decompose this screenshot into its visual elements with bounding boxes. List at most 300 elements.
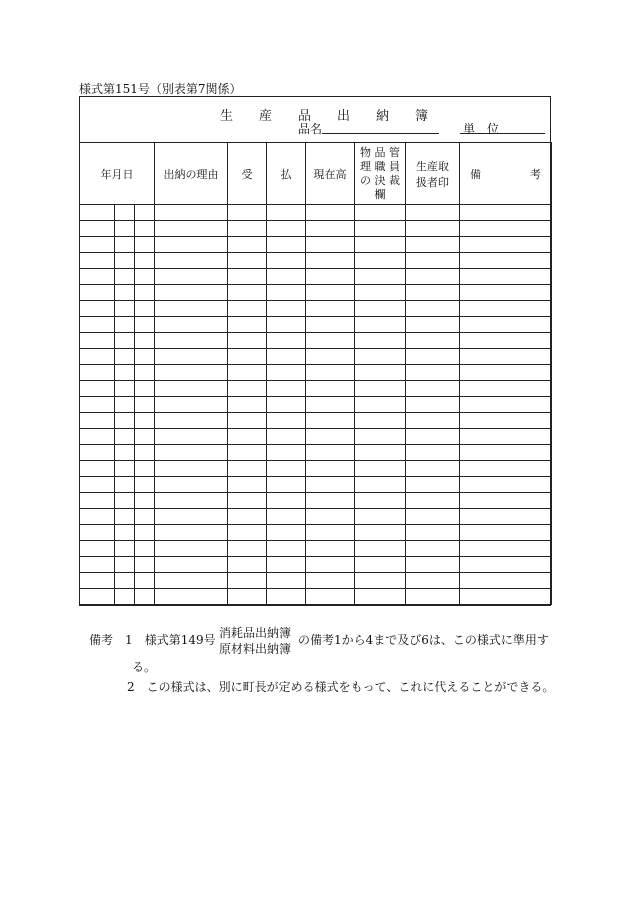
note-1-stack-line: 消耗品出納簿 bbox=[219, 626, 292, 640]
ledger-cell[interactable] bbox=[135, 573, 155, 589]
ledger-cell[interactable] bbox=[306, 445, 355, 461]
ledger-cell[interactable] bbox=[135, 493, 155, 509]
ledger-cell[interactable] bbox=[460, 397, 552, 413]
ledger-cell[interactable] bbox=[228, 461, 267, 477]
ledger-cell[interactable] bbox=[406, 221, 460, 237]
ledger-cell[interactable] bbox=[80, 541, 115, 557]
ledger-cell[interactable] bbox=[135, 381, 155, 397]
ledger-cell[interactable] bbox=[228, 381, 267, 397]
handler-header bbox=[406, 143, 460, 205]
ledger-cell[interactable] bbox=[155, 349, 228, 365]
ledger-cell[interactable] bbox=[80, 509, 115, 525]
ledger-cell[interactable] bbox=[115, 557, 135, 573]
ledger-cell[interactable] bbox=[355, 589, 406, 605]
ledger-cell[interactable] bbox=[228, 365, 267, 381]
ledger-cell[interactable] bbox=[306, 413, 355, 429]
ledger-cell[interactable] bbox=[267, 445, 306, 461]
ledger-row bbox=[80, 509, 552, 525]
ledger-cell[interactable] bbox=[267, 349, 306, 365]
ledger-cell[interactable] bbox=[355, 477, 406, 493]
ledger-cell[interactable] bbox=[80, 493, 115, 509]
ledger-cell[interactable] bbox=[267, 509, 306, 525]
ledger-row bbox=[80, 333, 552, 349]
ledger-cell[interactable] bbox=[115, 365, 135, 381]
ledger-cell[interactable] bbox=[80, 285, 115, 301]
ledger-cell[interactable] bbox=[80, 557, 115, 573]
ledger-cell[interactable] bbox=[135, 237, 155, 253]
note-1-ref: 様式第149号 bbox=[144, 633, 216, 647]
ledger-cell[interactable] bbox=[267, 493, 306, 509]
note-2-number: 2 bbox=[127, 680, 135, 694]
ledger-cell[interactable] bbox=[115, 589, 135, 605]
ledger-cell[interactable] bbox=[460, 589, 552, 605]
ledger-cell[interactable] bbox=[355, 397, 406, 413]
ledger-cell[interactable] bbox=[355, 413, 406, 429]
ledger-row bbox=[80, 301, 552, 317]
ledger-cell[interactable] bbox=[80, 205, 115, 221]
reason-header: 出納の理由 bbox=[155, 143, 228, 205]
ledger-cell[interactable] bbox=[228, 221, 267, 237]
ledger-cell[interactable] bbox=[355, 205, 406, 221]
approval-line: の 決 裁 bbox=[360, 173, 401, 187]
note-1-stack bbox=[219, 625, 291, 657]
receive-header: 受 bbox=[228, 143, 267, 205]
approval-header bbox=[355, 143, 406, 205]
table-header-row bbox=[80, 143, 552, 205]
ledger-cell[interactable] bbox=[135, 525, 155, 541]
ledger-cell[interactable] bbox=[115, 333, 135, 349]
ledger-cell[interactable] bbox=[115, 237, 135, 253]
ledger-cell[interactable] bbox=[267, 397, 306, 413]
ledger-cell[interactable] bbox=[406, 317, 460, 333]
ledger-cell[interactable] bbox=[155, 317, 228, 333]
ledger-cell[interactable] bbox=[155, 397, 228, 413]
ledger-cell[interactable] bbox=[306, 573, 355, 589]
ledger-cell[interactable] bbox=[80, 397, 115, 413]
ledger-cell[interactable] bbox=[267, 285, 306, 301]
ledger-cell[interactable] bbox=[406, 237, 460, 253]
ledger-cell[interactable] bbox=[155, 525, 228, 541]
ledger-cell[interactable] bbox=[355, 349, 406, 365]
ledger-cell[interactable] bbox=[155, 429, 228, 445]
ledger-cell[interactable] bbox=[80, 525, 115, 541]
ledger-cell[interactable] bbox=[355, 541, 406, 557]
ledger-cell[interactable] bbox=[306, 237, 355, 253]
ledger-cell[interactable] bbox=[267, 253, 306, 269]
ledger-cell[interactable] bbox=[228, 253, 267, 269]
ledger-cell[interactable] bbox=[267, 381, 306, 397]
ledger-cell[interactable] bbox=[135, 461, 155, 477]
ledger-cell[interactable] bbox=[267, 525, 306, 541]
ledger-cell[interactable] bbox=[267, 317, 306, 333]
ledger-row bbox=[80, 397, 552, 413]
ledger-cell[interactable] bbox=[135, 317, 155, 333]
item-name-field[interactable] bbox=[322, 133, 439, 134]
note-1-tail: の備考1から4まで及び6は、この様式に準用す bbox=[298, 633, 549, 647]
ledger-cell[interactable] bbox=[306, 301, 355, 317]
ledger-cell[interactable] bbox=[135, 301, 155, 317]
form-label: 様式第151号（別表第7関係） bbox=[79, 82, 242, 96]
ledger-cell[interactable] bbox=[228, 573, 267, 589]
ledger-cell[interactable] bbox=[406, 365, 460, 381]
ledger-cell[interactable] bbox=[406, 349, 460, 365]
ledger-cell[interactable] bbox=[135, 285, 155, 301]
ledger-cell[interactable] bbox=[306, 317, 355, 333]
ledger-cell[interactable] bbox=[80, 429, 115, 445]
ledger-row bbox=[80, 285, 552, 301]
ledger-cell[interactable] bbox=[306, 541, 355, 557]
ledger-cell[interactable] bbox=[135, 269, 155, 285]
ledger-cell[interactable] bbox=[406, 493, 460, 509]
ledger-cell[interactable] bbox=[135, 221, 155, 237]
ledger-cell[interactable] bbox=[406, 413, 460, 429]
ledger-cell[interactable] bbox=[267, 413, 306, 429]
ledger-cell[interactable] bbox=[460, 301, 552, 317]
ledger-cell[interactable] bbox=[228, 397, 267, 413]
ledger-cell[interactable] bbox=[267, 461, 306, 477]
ledger-row bbox=[80, 573, 552, 589]
ledger-cell[interactable] bbox=[406, 477, 460, 493]
ledger-cell[interactable] bbox=[306, 461, 355, 477]
ledger-cell[interactable] bbox=[115, 445, 135, 461]
ledger-cell[interactable] bbox=[460, 525, 552, 541]
ledger-cell[interactable] bbox=[115, 413, 135, 429]
ledger-cell[interactable] bbox=[155, 589, 228, 605]
ledger-cell[interactable] bbox=[306, 557, 355, 573]
ledger-cell[interactable] bbox=[115, 429, 135, 445]
ledger-cell[interactable] bbox=[406, 589, 460, 605]
ledger-cell[interactable] bbox=[406, 429, 460, 445]
ledger-cell[interactable] bbox=[406, 253, 460, 269]
ledger-cell[interactable] bbox=[406, 573, 460, 589]
handler-line: 扱者印 bbox=[416, 175, 450, 189]
ledger-title: 生 産 品 出 納 簿 bbox=[220, 109, 429, 124]
ledger-cell[interactable] bbox=[115, 221, 135, 237]
ledger-cell[interactable] bbox=[115, 541, 135, 557]
ledger-cell[interactable] bbox=[355, 269, 406, 285]
ledger-cell[interactable] bbox=[135, 445, 155, 461]
ledger-cell[interactable] bbox=[115, 301, 135, 317]
ledger-cell[interactable] bbox=[228, 237, 267, 253]
ledger-cell[interactable] bbox=[267, 221, 306, 237]
ledger-cell[interactable] bbox=[228, 349, 267, 365]
ledger-cell[interactable] bbox=[460, 445, 552, 461]
ledger-cell[interactable] bbox=[406, 525, 460, 541]
ledger-cell[interactable] bbox=[406, 461, 460, 477]
ledger-cell[interactable] bbox=[155, 285, 228, 301]
ledger-cell[interactable] bbox=[80, 301, 115, 317]
ledger-cell[interactable] bbox=[355, 365, 406, 381]
ledger-cell[interactable] bbox=[460, 381, 552, 397]
ledger-cell[interactable] bbox=[460, 349, 552, 365]
ledger-cell[interactable] bbox=[228, 589, 267, 605]
ledger-cell[interactable] bbox=[228, 477, 267, 493]
ledger-cell[interactable] bbox=[135, 253, 155, 269]
ledger-cell[interactable] bbox=[406, 333, 460, 349]
ledger-cell[interactable] bbox=[155, 477, 228, 493]
ledger-cell[interactable] bbox=[306, 509, 355, 525]
ledger-cell[interactable] bbox=[155, 461, 228, 477]
ledger-table bbox=[79, 142, 552, 605]
ledger-cell[interactable] bbox=[460, 477, 552, 493]
ledger-cell[interactable] bbox=[460, 509, 552, 525]
ledger-cell[interactable] bbox=[115, 317, 135, 333]
ledger-cell[interactable] bbox=[460, 429, 552, 445]
ledger-cell[interactable] bbox=[155, 381, 228, 397]
balance-header: 現在高 bbox=[306, 143, 355, 205]
ledger-cell[interactable] bbox=[135, 589, 155, 605]
note-2 bbox=[127, 678, 554, 695]
ledger-cell[interactable] bbox=[460, 285, 552, 301]
ledger-cell[interactable] bbox=[306, 285, 355, 301]
ledger-cell[interactable] bbox=[306, 525, 355, 541]
ledger-row bbox=[80, 461, 552, 477]
ledger-cell[interactable] bbox=[460, 557, 552, 573]
ledger-cell[interactable] bbox=[155, 301, 228, 317]
ledger-cell[interactable] bbox=[228, 301, 267, 317]
ledger-cell[interactable] bbox=[228, 541, 267, 557]
ledger-cell[interactable] bbox=[80, 269, 115, 285]
note-1-number: 1 bbox=[125, 633, 133, 647]
ledger-cell[interactable] bbox=[115, 269, 135, 285]
ledger-cell[interactable] bbox=[115, 461, 135, 477]
approval-line: 理 職 員 bbox=[360, 159, 401, 173]
ledger-cell[interactable] bbox=[406, 381, 460, 397]
unit-label: 単 位 bbox=[463, 122, 500, 136]
ledger-cell[interactable] bbox=[135, 365, 155, 381]
ledger-cell[interactable] bbox=[135, 541, 155, 557]
ledger-cell[interactable] bbox=[355, 381, 406, 397]
note-1-wrap: る。 bbox=[132, 660, 157, 674]
ledger-cell[interactable] bbox=[155, 333, 228, 349]
ledger-cell[interactable] bbox=[80, 461, 115, 477]
ledger-cell[interactable] bbox=[355, 253, 406, 269]
ledger-cell[interactable] bbox=[460, 493, 552, 509]
ledger-cell[interactable] bbox=[460, 333, 552, 349]
ledger-cell[interactable] bbox=[228, 557, 267, 573]
ledger-cell[interactable] bbox=[115, 525, 135, 541]
ledger-cell[interactable] bbox=[135, 509, 155, 525]
ledger-cell[interactable] bbox=[135, 429, 155, 445]
ledger-cell[interactable] bbox=[406, 509, 460, 525]
ledger-row bbox=[80, 349, 552, 365]
ledger-cell[interactable] bbox=[115, 493, 135, 509]
ledger-cell[interactable] bbox=[267, 557, 306, 573]
ledger-cell[interactable] bbox=[115, 285, 135, 301]
ledger-cell[interactable] bbox=[115, 205, 135, 221]
ledger-cell[interactable] bbox=[115, 509, 135, 525]
ledger-cell[interactable] bbox=[460, 221, 552, 237]
ledger-cell[interactable] bbox=[80, 589, 115, 605]
ledger-row bbox=[80, 365, 552, 381]
ledger-cell[interactable] bbox=[228, 429, 267, 445]
ledger-cell[interactable] bbox=[460, 461, 552, 477]
ledger-cell[interactable] bbox=[306, 429, 355, 445]
ledger-cell[interactable] bbox=[80, 573, 115, 589]
ledger-cell[interactable] bbox=[355, 461, 406, 477]
ledger-cell[interactable] bbox=[80, 221, 115, 237]
ledger-cell[interactable] bbox=[115, 349, 135, 365]
ledger-cell[interactable] bbox=[355, 573, 406, 589]
ledger-cell[interactable] bbox=[155, 221, 228, 237]
ledger-cell[interactable] bbox=[115, 381, 135, 397]
ledger-cell[interactable] bbox=[306, 397, 355, 413]
unit-field[interactable] bbox=[460, 133, 545, 134]
ledger-cell[interactable] bbox=[80, 365, 115, 381]
ledger-cell[interactable] bbox=[155, 541, 228, 557]
ledger-cell[interactable] bbox=[228, 333, 267, 349]
ledger-cell[interactable] bbox=[355, 493, 406, 509]
ledger-cell[interactable] bbox=[80, 349, 115, 365]
ledger-cell[interactable] bbox=[267, 573, 306, 589]
ledger-cell[interactable] bbox=[406, 205, 460, 221]
ledger-cell[interactable] bbox=[155, 253, 228, 269]
ledger-cell[interactable] bbox=[155, 269, 228, 285]
ledger-cell[interactable] bbox=[228, 413, 267, 429]
ledger-cell[interactable] bbox=[306, 253, 355, 269]
ledger-cell[interactable] bbox=[355, 237, 406, 253]
ledger-cell[interactable] bbox=[406, 557, 460, 573]
ledger-cell[interactable] bbox=[80, 317, 115, 333]
ledger-cell[interactable] bbox=[355, 429, 406, 445]
ledger-cell[interactable] bbox=[460, 237, 552, 253]
ledger-cell[interactable] bbox=[267, 589, 306, 605]
ledger-cell[interactable] bbox=[406, 397, 460, 413]
ledger-cell[interactable] bbox=[460, 253, 552, 269]
ledger-cell[interactable] bbox=[135, 333, 155, 349]
ledger-cell[interactable] bbox=[135, 557, 155, 573]
ledger-row bbox=[80, 253, 552, 269]
note-2-text: この様式は、別に町長が定める様式をもって、これに代えることができる。 bbox=[146, 680, 555, 694]
ledger-cell[interactable] bbox=[80, 445, 115, 461]
ledger-cell[interactable] bbox=[306, 333, 355, 349]
ledger-cell[interactable] bbox=[355, 333, 406, 349]
ledger-cell[interactable] bbox=[228, 317, 267, 333]
ledger-row bbox=[80, 477, 552, 493]
ledger-cell[interactable] bbox=[80, 333, 115, 349]
ledger-cell[interactable] bbox=[80, 413, 115, 429]
ledger-cell[interactable] bbox=[267, 541, 306, 557]
ledger-cell[interactable] bbox=[155, 365, 228, 381]
ledger-cell[interactable] bbox=[267, 333, 306, 349]
ledger-cell[interactable] bbox=[228, 269, 267, 285]
ledger-cell[interactable] bbox=[306, 221, 355, 237]
ledger-row bbox=[80, 493, 552, 509]
ledger-cell[interactable] bbox=[267, 269, 306, 285]
ledger-cell[interactable] bbox=[355, 317, 406, 333]
ledger-cell[interactable] bbox=[267, 237, 306, 253]
ledger-cell[interactable] bbox=[306, 269, 355, 285]
ledger-cell[interactable] bbox=[355, 285, 406, 301]
ledger-cell[interactable] bbox=[115, 253, 135, 269]
ledger-cell[interactable] bbox=[155, 413, 228, 429]
ledger-cell[interactable] bbox=[135, 477, 155, 493]
ledger-cell[interactable] bbox=[155, 573, 228, 589]
ledger-row bbox=[80, 221, 552, 237]
ledger-cell[interactable] bbox=[80, 477, 115, 493]
ledger-cell[interactable] bbox=[115, 397, 135, 413]
ledger-cell[interactable] bbox=[355, 301, 406, 317]
ledger-cell[interactable] bbox=[155, 509, 228, 525]
ledger-cell[interactable] bbox=[228, 525, 267, 541]
ledger-cell[interactable] bbox=[355, 221, 406, 237]
remarks-header-b: 考 bbox=[530, 167, 542, 181]
ledger-cell[interactable] bbox=[355, 445, 406, 461]
ledger-cell[interactable] bbox=[306, 589, 355, 605]
ledger-cell[interactable] bbox=[228, 445, 267, 461]
ledger-cell[interactable] bbox=[406, 541, 460, 557]
ledger-cell[interactable] bbox=[355, 509, 406, 525]
remarks-header bbox=[460, 143, 552, 205]
ledger-row bbox=[80, 237, 552, 253]
ledger-cell[interactable] bbox=[228, 493, 267, 509]
ledger-cell[interactable] bbox=[267, 477, 306, 493]
note-1-lead bbox=[89, 631, 216, 648]
ledger-cell[interactable] bbox=[355, 525, 406, 541]
ledger-cell[interactable] bbox=[406, 301, 460, 317]
ledger-cell[interactable] bbox=[460, 365, 552, 381]
ledger-cell[interactable] bbox=[80, 253, 115, 269]
note-1-stack-line: 原材料出納簿 bbox=[219, 642, 292, 656]
ledger-cell[interactable] bbox=[406, 445, 460, 461]
ledger-cell[interactable] bbox=[267, 429, 306, 445]
approval-line: 物 品 管 bbox=[360, 145, 401, 159]
ledger-cell[interactable] bbox=[135, 349, 155, 365]
ledger-cell[interactable] bbox=[460, 413, 552, 429]
ledger-cell[interactable] bbox=[155, 237, 228, 253]
ledger-cell[interactable] bbox=[155, 557, 228, 573]
ledger-cell[interactable] bbox=[460, 573, 552, 589]
ledger-cell[interactable] bbox=[135, 397, 155, 413]
ledger-cell[interactable] bbox=[135, 413, 155, 429]
ledger-cell[interactable] bbox=[355, 557, 406, 573]
ledger-cell[interactable] bbox=[228, 205, 267, 221]
ledger-cell[interactable] bbox=[155, 205, 228, 221]
ledger-cell[interactable] bbox=[80, 237, 115, 253]
ledger-cell[interactable] bbox=[460, 541, 552, 557]
ledger-cell[interactable] bbox=[155, 493, 228, 509]
ledger-cell[interactable] bbox=[228, 509, 267, 525]
ledger-cell[interactable] bbox=[306, 477, 355, 493]
ledger-cell[interactable] bbox=[115, 573, 135, 589]
ledger-row bbox=[80, 269, 552, 285]
ledger-row bbox=[80, 445, 552, 461]
ledger-cell[interactable] bbox=[306, 349, 355, 365]
ledger-cell[interactable] bbox=[267, 205, 306, 221]
ledger-cell[interactable] bbox=[80, 381, 115, 397]
ledger-cell[interactable] bbox=[155, 445, 228, 461]
ledger-cell[interactable] bbox=[306, 381, 355, 397]
ledger-cell[interactable] bbox=[115, 477, 135, 493]
ledger-cell[interactable] bbox=[460, 317, 552, 333]
ledger-cell[interactable] bbox=[406, 285, 460, 301]
ledger-cell[interactable] bbox=[306, 493, 355, 509]
ledger-cell[interactable] bbox=[306, 365, 355, 381]
ledger-cell[interactable] bbox=[267, 365, 306, 381]
ledger-row bbox=[80, 205, 552, 221]
ledger-cell[interactable] bbox=[460, 205, 552, 221]
ledger-cell[interactable] bbox=[460, 269, 552, 285]
handler-line: 生産取 bbox=[416, 159, 450, 173]
ledger-cell[interactable] bbox=[228, 285, 267, 301]
ledger-cell[interactable] bbox=[306, 205, 355, 221]
item-name-label: 品名 bbox=[298, 122, 323, 136]
ledger-row bbox=[80, 317, 552, 333]
ledger-cell[interactable] bbox=[406, 269, 460, 285]
ledger-cell[interactable] bbox=[135, 205, 155, 221]
ledger-cell[interactable] bbox=[267, 301, 306, 317]
ledger-row bbox=[80, 413, 552, 429]
